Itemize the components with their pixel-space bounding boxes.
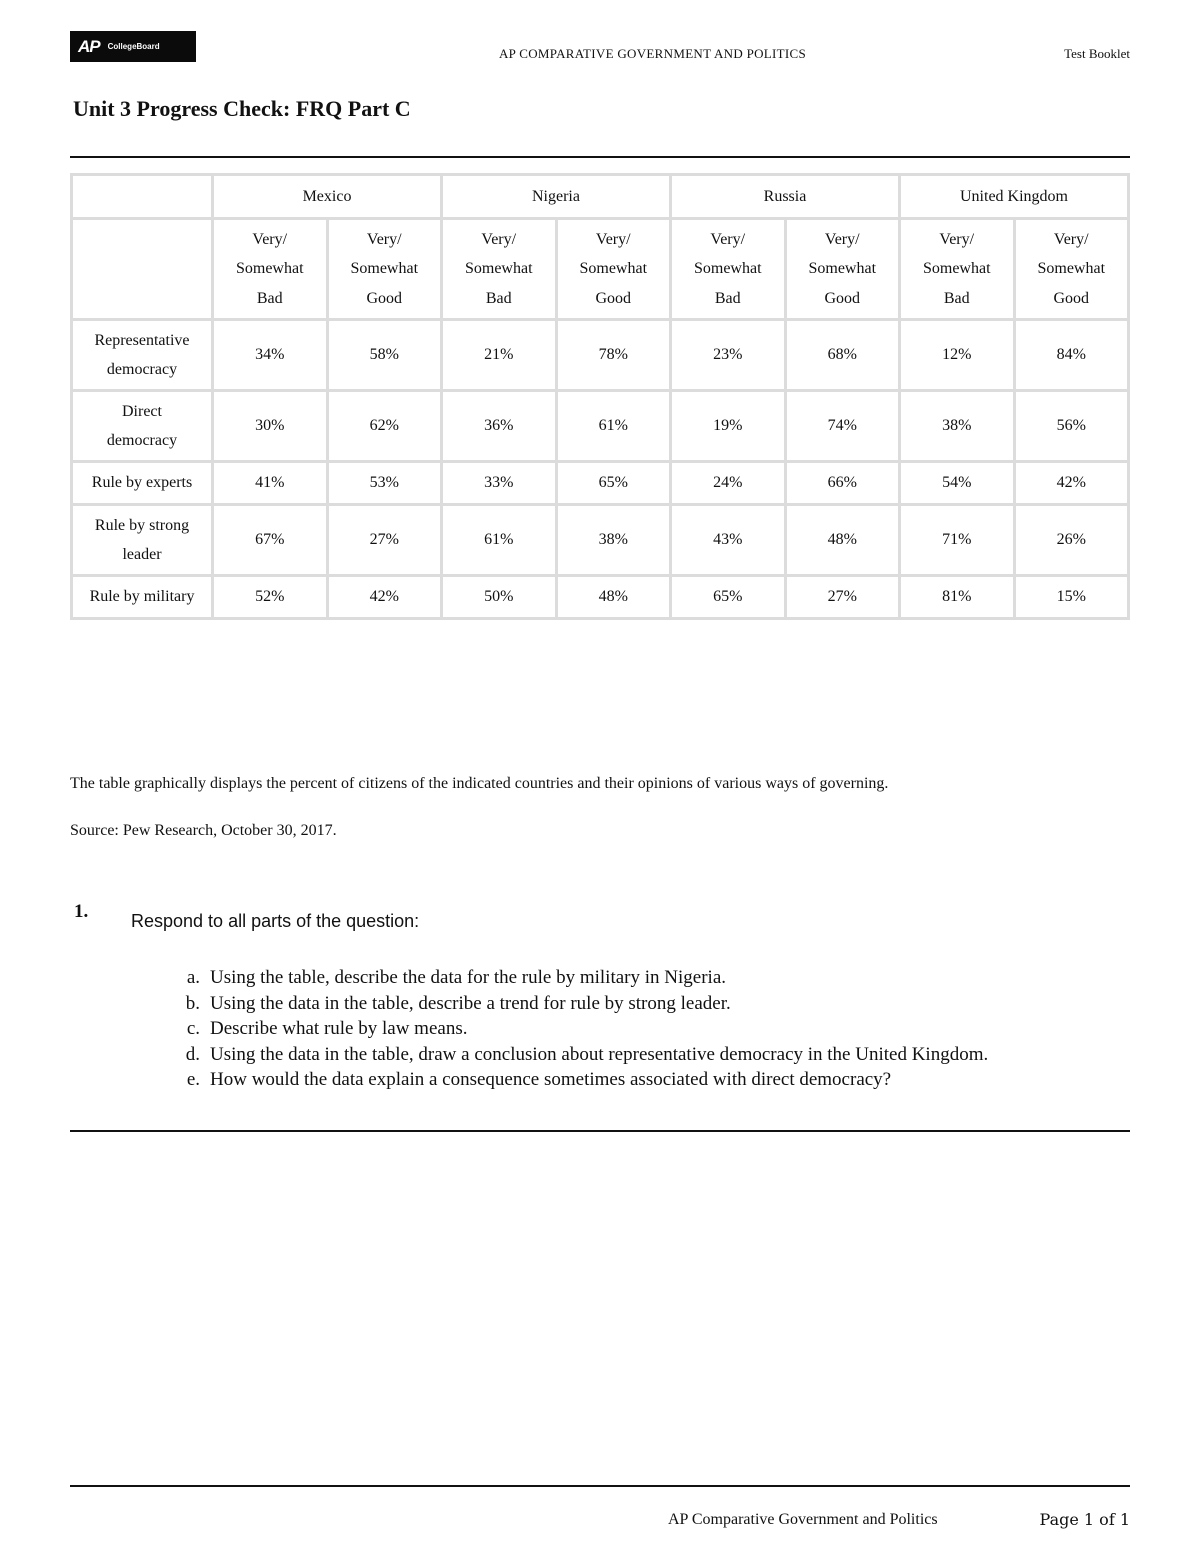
cell-line: Bad <box>485 289 512 307</box>
value-cell: 53% <box>327 462 442 505</box>
cell-line: leader <box>122 546 162 563</box>
value-cell: 12% <box>900 320 1015 391</box>
source-citation: Source: Pew Research, October 30, 2017. <box>70 822 337 839</box>
value-cell: 38% <box>900 391 1015 462</box>
row-label <box>72 462 213 505</box>
table-row <box>72 391 1129 462</box>
cell-line: Somewhat <box>1037 260 1106 278</box>
value-cell: 65% <box>671 576 786 619</box>
value-cell: 19% <box>671 391 786 462</box>
value-cell: 43% <box>671 505 786 576</box>
question-part <box>140 1042 988 1068</box>
value-cell: 30% <box>213 391 328 462</box>
cell-line: Somewhat <box>693 260 762 278</box>
header-booklet-label: Test Booklet <box>1064 46 1130 61</box>
value-cell: 48% <box>556 576 671 619</box>
row-label <box>72 576 213 619</box>
table-caption: The table graphically displays the percent of citizens of the indicated countries and their opinions of various ways of governing. <box>70 775 889 792</box>
cell-line: Rule by strong <box>94 516 190 534</box>
row-label <box>72 320 213 391</box>
survey-table <box>70 173 1130 620</box>
cell-line: democracy <box>106 361 178 378</box>
country-header: Russia <box>671 175 900 219</box>
question-part <box>140 991 988 1017</box>
cell-line: Somewhat <box>579 260 648 278</box>
cell-line: Bad <box>943 289 970 307</box>
logo-collegeboard-text: CollegeBoard <box>107 42 160 51</box>
value-cell: 61% <box>556 391 671 462</box>
opinion-header-row <box>72 219 1129 320</box>
value-cell: 61% <box>442 505 557 576</box>
cell-line: Very/ <box>595 230 631 248</box>
value-cell: 62% <box>327 391 442 462</box>
question-part <box>140 1016 988 1042</box>
cell-line: democracy <box>106 432 178 449</box>
cell-line: Somewhat <box>350 260 419 278</box>
cell-line: Representative <box>94 331 190 349</box>
value-cell: 56% <box>1014 391 1129 462</box>
title-divider <box>70 156 1130 158</box>
opinion-header <box>1014 219 1129 320</box>
country-header: Nigeria <box>442 175 671 219</box>
table-row <box>72 576 1129 619</box>
value-cell: 65% <box>556 462 671 505</box>
question-part <box>140 965 988 991</box>
opinion-header <box>213 219 328 320</box>
value-cell: 84% <box>1014 320 1129 391</box>
value-cell: 81% <box>900 576 1015 619</box>
value-cell: 36% <box>442 391 557 462</box>
opinion-header <box>442 219 557 320</box>
table-row <box>72 505 1129 576</box>
value-cell: 15% <box>1014 576 1129 619</box>
cell-line: Somewhat <box>922 260 991 278</box>
opinion-header <box>327 219 442 320</box>
cell-line: Rule by military <box>89 588 195 606</box>
table-row <box>72 320 1129 391</box>
footer-course: AP Comparative Government and Politics <box>668 1511 938 1528</box>
value-cell: 21% <box>442 320 557 391</box>
value-cell: 66% <box>785 462 900 505</box>
cell-line: Bad <box>256 289 283 307</box>
value-cell: 74% <box>785 391 900 462</box>
question-part <box>140 1067 988 1093</box>
value-cell: 50% <box>442 576 557 619</box>
table-row <box>72 462 1129 505</box>
value-cell: 71% <box>900 505 1015 576</box>
logo-ap-text: AP <box>78 36 100 56</box>
row-label <box>72 505 213 576</box>
value-cell: 42% <box>1014 462 1129 505</box>
cell-line: Somewhat <box>464 260 533 278</box>
cell-line: Somewhat <box>235 260 304 278</box>
cell-line: Very/ <box>824 230 860 248</box>
part-text: Describe what rule by law means. <box>210 1018 468 1039</box>
cell-line: Direct <box>122 402 162 420</box>
corner-cell <box>72 219 213 320</box>
part-text: Using the data in the table, describe a trend for rule by strong leader. <box>210 992 731 1014</box>
part-text: How would the data explain a consequence sometimes associated with direct democracy? <box>210 1069 892 1090</box>
question-divider <box>70 1130 1130 1132</box>
value-cell: 38% <box>556 505 671 576</box>
cell-line: Very/ <box>710 230 746 248</box>
cell-line: Rule by experts <box>91 474 193 492</box>
question-parts-list <box>140 965 988 1093</box>
cell-line: Bad <box>714 289 741 307</box>
opinion-header <box>671 219 786 320</box>
value-cell: 52% <box>213 576 328 619</box>
value-cell: 48% <box>785 505 900 576</box>
corner-cell <box>72 175 213 219</box>
value-cell: 23% <box>671 320 786 391</box>
value-cell: 68% <box>785 320 900 391</box>
opinion-header <box>785 219 900 320</box>
question-number: 1. <box>74 901 89 922</box>
cell-line: Very/ <box>252 230 288 248</box>
value-cell: 78% <box>556 320 671 391</box>
country-header: United Kingdom <box>900 175 1129 219</box>
value-cell: 24% <box>671 462 786 505</box>
value-cell: 26% <box>1014 505 1129 576</box>
cell-line: Good <box>595 289 632 307</box>
question-prompt: Respond to all parts of the question: <box>131 911 420 931</box>
part-label: e. <box>186 1069 200 1090</box>
value-cell: 27% <box>327 505 442 576</box>
cell-line: Very/ <box>481 230 517 248</box>
cell-line: Somewhat <box>808 260 877 278</box>
value-cell: 33% <box>442 462 557 505</box>
cell-line: Very/ <box>939 230 975 248</box>
value-cell: 41% <box>213 462 328 505</box>
opinion-header <box>556 219 671 320</box>
part-label: c. <box>186 1018 200 1039</box>
value-cell: 58% <box>327 320 442 391</box>
page-title: Unit 3 Progress Check: FRQ Part C <box>73 96 411 121</box>
part-text: Using the data in the table, draw a conclusion about representative democracy in the United Kingdom. <box>210 1043 989 1065</box>
value-cell: 42% <box>327 576 442 619</box>
value-cell: 27% <box>785 576 900 619</box>
country-header: Mexico <box>213 175 442 219</box>
part-label: a. <box>186 967 200 988</box>
header-course-title: AP COMPARATIVE GOVERNMENT AND POLITICS <box>498 46 807 61</box>
cell-line: Good <box>366 289 403 307</box>
cell-line: Good <box>824 289 861 307</box>
part-label: b. <box>185 992 200 1014</box>
cell-line: Very/ <box>366 230 402 248</box>
value-cell: 54% <box>900 462 1015 505</box>
value-cell: 67% <box>213 505 328 576</box>
footer-divider <box>70 1485 1130 1487</box>
country-header-row <box>72 175 1129 219</box>
part-label: d. <box>185 1043 200 1065</box>
cell-line: Good <box>1053 289 1090 307</box>
opinion-header <box>900 219 1015 320</box>
cell-line: Very/ <box>1053 230 1089 248</box>
row-label <box>72 391 213 462</box>
value-cell: 34% <box>213 320 328 391</box>
part-text: Using the table, describe the data for the rule by military in Nigeria. <box>210 967 726 988</box>
page-number: Page 1 of 1 <box>1039 1510 1130 1529</box>
